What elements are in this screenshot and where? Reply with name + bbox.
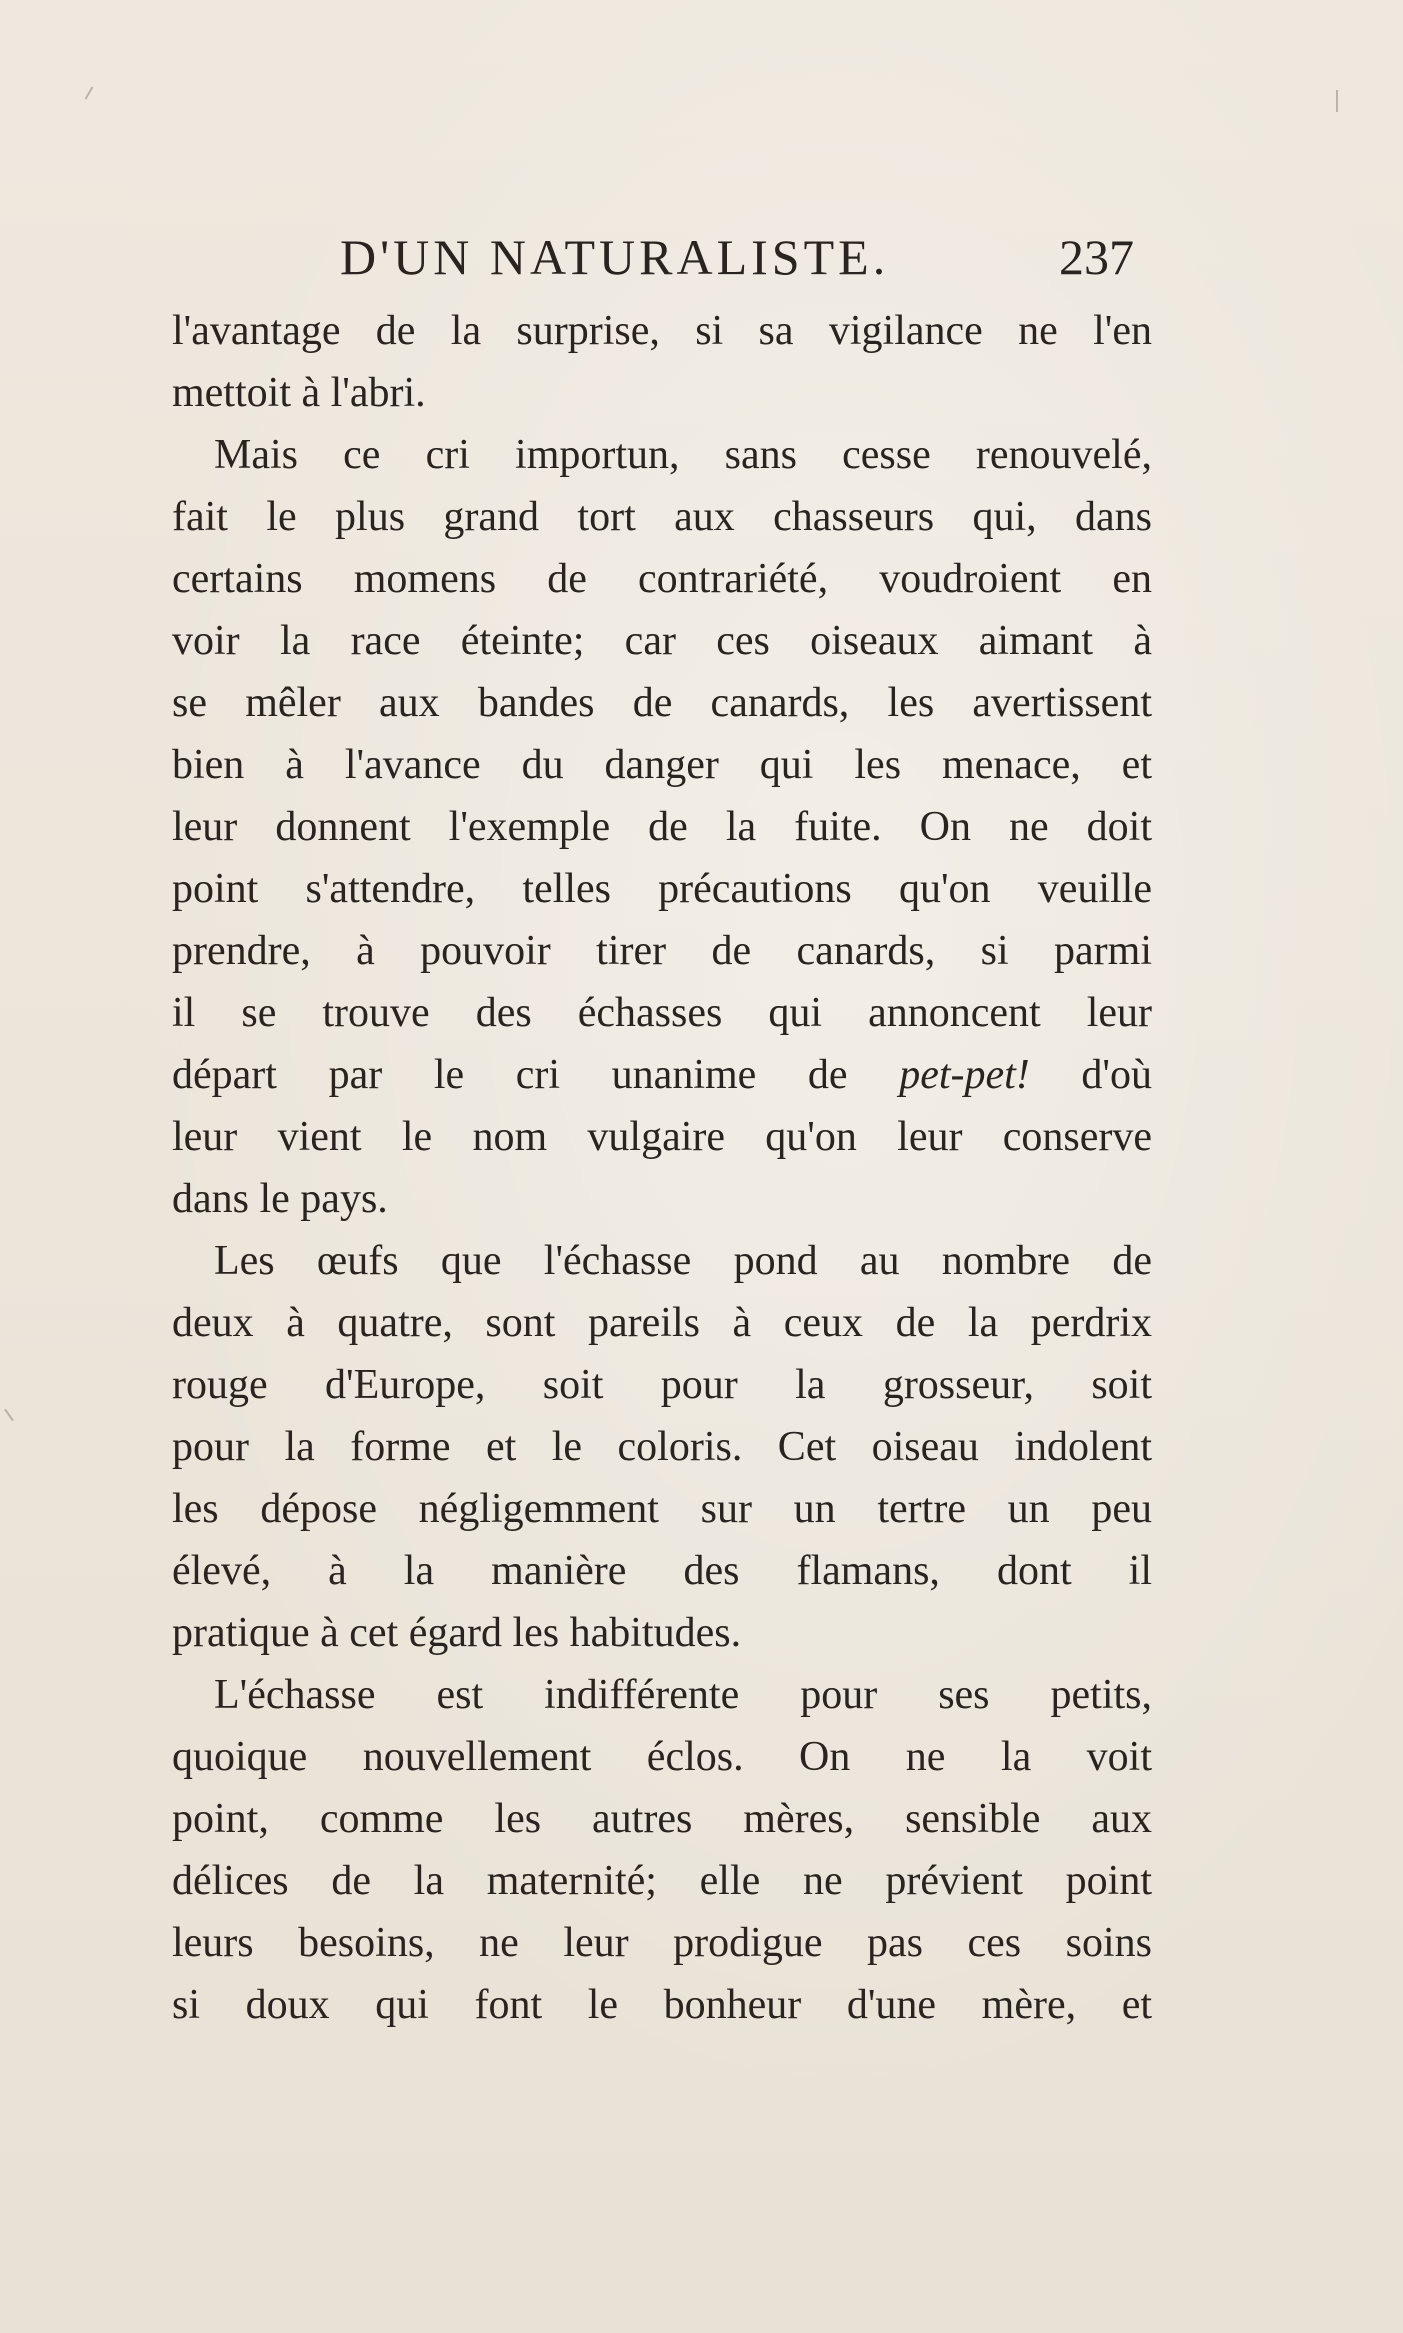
paper-speck: [85, 86, 94, 99]
text-line: l'avantage de la surprise, si sa vigilance ne l'en: [172, 308, 1152, 354]
running-title: D'UN NATURALISTE.: [340, 229, 890, 285]
text-line: fait le plus grand tort aux chasseurs qui, dans: [172, 494, 1152, 540]
text-line: leur donnent l'exemple de la fuite. On ne doit: [172, 804, 1152, 850]
text-line: voir la race éteinte; car ces oiseaux aimant à: [172, 618, 1152, 664]
text-line: prendre, à pouvoir tirer de canards, si parmi: [172, 928, 1152, 974]
body-text: [172, 300, 1152, 2036]
paper-speck: [4, 1409, 14, 1422]
text-line: si doux qui font le bonheur d'une mère, et: [172, 1982, 1152, 2028]
text-line: dans le pays.: [172, 1176, 388, 1222]
paragraph-start-line: Mais ce cri importun, sans cesse renouvelé,: [214, 432, 1152, 478]
text-line: quoique nouvellement éclos. On ne la voit: [172, 1734, 1152, 1780]
running-head: [172, 228, 1142, 298]
text-line: point, comme les autres mères, sensible aux: [172, 1796, 1152, 1842]
paper-speck: [1336, 90, 1338, 112]
text-line: il se trouve des échasses qui annoncent leur: [172, 990, 1152, 1036]
text-line: pour la forme et le coloris. Cet oiseau indolent: [172, 1424, 1152, 1470]
text-line: bien à l'avance du danger qui les menace, et: [172, 742, 1152, 788]
text-line-with-italic: [172, 1044, 1152, 1106]
text-line: élevé, à la manière des flamans, dont il: [172, 1548, 1152, 1594]
line-text-after: d'où: [1029, 1052, 1152, 1098]
italic-cry: pet-pet!: [899, 1052, 1030, 1098]
text-line: rouge d'Europe, soit pour la grosseur, soit: [172, 1362, 1152, 1408]
paragraph-start-line: L'échasse est indifférente pour ses petits,: [214, 1672, 1152, 1718]
text-line: mettoit à l'abri.: [172, 370, 426, 416]
page-number: 237: [1059, 229, 1134, 285]
text-line: certains momens de contrariété, voudroient en: [172, 556, 1152, 602]
text-line: se mêler aux bandes de canards, les avertissent: [172, 680, 1152, 726]
paragraph-start-line: Les œufs que l'échasse pond au nombre de: [214, 1238, 1152, 1284]
text-line: leur vient le nom vulgaire qu'on leur conserve: [172, 1114, 1152, 1160]
line-text-before: départ par le cri unanime de: [172, 1052, 900, 1098]
text-line: point s'attendre, telles précautions qu'on veuille: [172, 866, 1152, 912]
text-line: les dépose négligemment sur un tertre un peu: [172, 1486, 1152, 1532]
text-line: pratique à cet égard les habitudes.: [172, 1610, 742, 1656]
text-line: deux à quatre, sont pareils à ceux de la perdrix: [172, 1300, 1152, 1346]
text-line: délices de la maternité; elle ne prévient point: [172, 1858, 1152, 1904]
text-line: leurs besoins, ne leur prodigue pas ces soins: [172, 1920, 1152, 1966]
